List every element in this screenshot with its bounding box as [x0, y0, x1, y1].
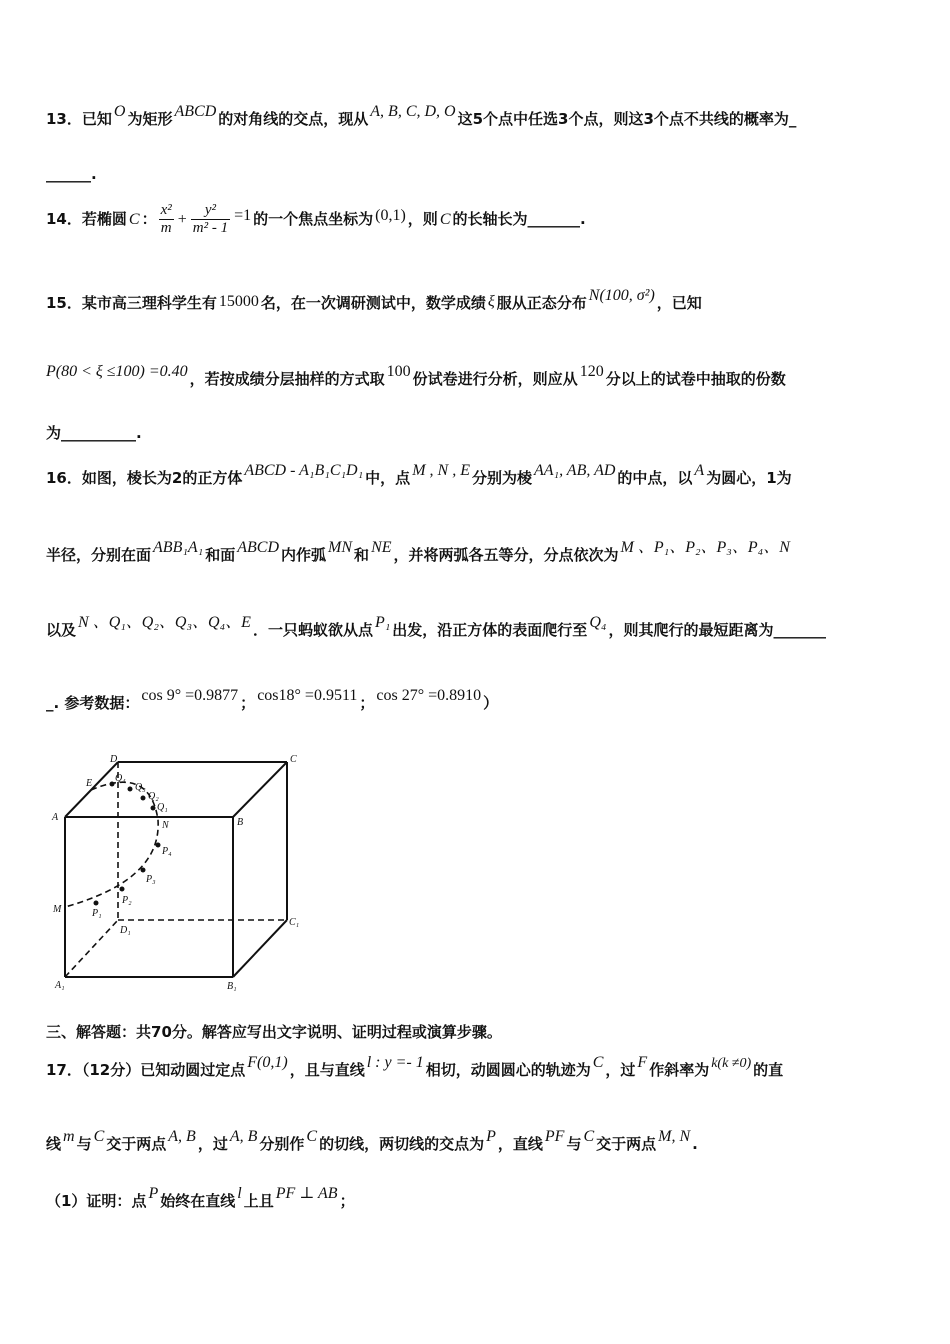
text: （1）证明：点 — [46, 1192, 147, 1210]
text: ； — [240, 694, 256, 712]
label-Q4: Q₄ — [115, 773, 126, 784]
label-Q3: Q₃ — [135, 782, 146, 793]
edge-BC — [233, 762, 287, 817]
text: 分以上的试卷中抽取的份数 — [605, 370, 786, 388]
math-face2: ABCD — [237, 539, 280, 556]
label-B: B — [237, 817, 244, 828]
label-P3: P₃ — [146, 874, 156, 885]
label-B1: B₁ — [227, 981, 237, 992]
text: 为圆心，1为 — [706, 469, 792, 487]
question-number: 13． — [46, 110, 82, 128]
text: 已知 — [81, 110, 112, 128]
math-ref3: cos 27° =0.8910 — [376, 687, 482, 704]
math-P: P — [148, 1185, 159, 1202]
math-P1: P₁ — [374, 614, 391, 631]
point-P4 — [156, 843, 161, 848]
label-N: N — [162, 820, 169, 831]
math-line-l: l : y =- 1 — [366, 1054, 424, 1071]
section3-title — [46, 1021, 910, 1042]
math-O: O — [113, 103, 126, 120]
text: ，直线 — [497, 1135, 543, 1153]
text: 服从正态分布 — [496, 294, 587, 312]
math-sequence-Q: N 、Q₁、Q₂、Q₃、Q₄、E — [78, 614, 251, 631]
equals-one: =1 — [234, 207, 252, 224]
math-C: C — [128, 211, 140, 228]
fraction-y2-m2 — [191, 202, 230, 237]
point-Q1 — [151, 806, 156, 811]
math-normal-dist: N(100, σ²) — [588, 287, 655, 304]
q17-line2 — [46, 1128, 910, 1154]
label-A1: A₁ — [55, 980, 65, 991]
label-M: M — [53, 904, 62, 915]
q16-line3 — [46, 614, 910, 640]
math-C: C — [592, 1054, 604, 1071]
q17-part1 — [46, 1185, 910, 1211]
text: 作斜率为 — [649, 1061, 710, 1079]
question-number: 14． — [46, 210, 82, 228]
label-P1: P₁ — [92, 908, 102, 919]
math-perp: PF ⊥ AB — [275, 1185, 338, 1202]
text: 线 — [46, 1135, 62, 1153]
math-P: P — [486, 1128, 496, 1145]
text: 上且 — [243, 1192, 274, 1210]
math-k: k(k ≠0) — [711, 1056, 752, 1071]
label-Q2: Q₂ — [148, 791, 159, 802]
q16-line2 — [46, 539, 910, 565]
text: ，若按成绩分层抽样的方式取 — [189, 370, 385, 388]
score: （12分） — [81, 1061, 141, 1079]
label-C1: C₁ — [289, 917, 300, 928]
denominator: m² - 1 — [192, 220, 229, 236]
math-sequence-P: M 、P₁、P₂、P₃、P₄、N — [620, 539, 790, 556]
point-Q3 — [128, 787, 133, 792]
text: 交于两点 — [596, 1135, 657, 1153]
text: 的对角线的交点，现从 — [218, 110, 369, 128]
numerator: x² — [160, 202, 172, 218]
text: 的直 — [753, 1061, 784, 1079]
math-C: C — [439, 211, 451, 228]
math-ABCD: ABCD — [174, 103, 217, 120]
text: ，则其爬行的最短距离为_______ — [608, 621, 826, 639]
text: 已知动圆过定点 — [140, 1061, 246, 1079]
label-C: C — [290, 754, 297, 765]
math-count: 15000 — [218, 293, 259, 310]
text: 与 — [566, 1135, 582, 1153]
text: ； — [359, 694, 375, 712]
plus-sign: + — [177, 211, 187, 228]
math-sample: 100 — [386, 363, 411, 380]
text: ，过 — [197, 1135, 228, 1153]
math-ref2: cos18° =0.9511 — [257, 687, 358, 704]
text: 中，点 — [365, 469, 411, 487]
numerator: y² — [191, 202, 230, 220]
math-points: A, B, C, D, O — [370, 103, 456, 120]
cube-figure — [50, 750, 310, 995]
text: 的长轴长为_______. — [452, 210, 586, 228]
math-C: C — [306, 1128, 318, 1145]
answer-blank: ______. — [46, 165, 97, 183]
text: 相切，动圆圆心的轨迹为 — [425, 1061, 591, 1079]
question-number: 16． — [46, 469, 82, 487]
fraction-x2-m — [159, 202, 174, 237]
text: 以及 — [46, 621, 77, 639]
label-E: E — [86, 778, 93, 789]
label-P2: P₂ — [122, 895, 132, 906]
q16-line4 — [46, 687, 910, 713]
text: 和 — [354, 546, 370, 564]
question-number: 15． — [46, 294, 82, 312]
q13-line2 — [46, 165, 910, 183]
q15-line3 — [46, 422, 910, 443]
math-Q4: Q₄ — [589, 614, 607, 631]
text: ，则 — [407, 210, 438, 228]
point-P2 — [120, 887, 125, 892]
text: 的切线，两切线的交点为 — [319, 1135, 485, 1153]
text: ） — [483, 694, 499, 712]
question-number: 17． — [46, 1061, 82, 1079]
math-F: F — [637, 1054, 648, 1071]
text: 的一个焦点坐标为 — [253, 210, 374, 228]
text: 分别作 — [259, 1135, 305, 1153]
text: 如图，棱长为2的正方体 — [81, 469, 243, 487]
text: 份试卷进行分析，则应从 — [412, 370, 578, 388]
math-edges: AA₁, AB, AD — [533, 462, 616, 479]
text: 分别为棱 — [471, 469, 532, 487]
label-A: A — [52, 812, 59, 823]
text: ； — [339, 1192, 355, 1210]
text: ．一只蚂蚁欲从点 — [252, 621, 373, 639]
math-arc-NE: NE — [371, 539, 392, 556]
q14-line — [46, 202, 910, 237]
text: 始终在直线 — [160, 1192, 236, 1210]
q16-line1 — [46, 462, 910, 488]
math-AB: A, B — [229, 1128, 258, 1145]
answer-blank: 为__________. — [46, 424, 142, 442]
point-P3 — [141, 868, 146, 873]
math-xi: ξ — [487, 293, 495, 310]
section-heading: 三、解答题：共70分。解答应写出文字说明、证明过程或演算步骤。 — [46, 1023, 502, 1041]
text: _. 参考数据： — [46, 694, 140, 712]
text: 和面 — [205, 546, 236, 564]
math-face1: ABB₁A₁ — [153, 539, 204, 556]
math-cube: ABCD - A₁B₁C₁D₁ — [244, 462, 364, 479]
edge-A1D1-hidden — [65, 920, 118, 977]
math-C: C — [583, 1128, 595, 1145]
text: 若椭圆 — [81, 210, 127, 228]
math-ref1: cos 9° =0.9877 — [141, 687, 239, 704]
math-score: 120 — [579, 363, 604, 380]
edge-B1C1 — [233, 920, 287, 977]
label-D1: D₁ — [120, 925, 131, 936]
text: 某市高三理科学生有 — [81, 294, 217, 312]
math-m: m — [63, 1128, 75, 1145]
math-arc-MN: MN — [328, 539, 353, 556]
math-F: F(0,1) — [247, 1054, 288, 1071]
point-Q2 — [141, 796, 146, 801]
text: ，且与直线 — [289, 1061, 365, 1079]
q13-line1 — [46, 103, 910, 129]
q15-line1 — [46, 287, 910, 313]
point-Q4 — [110, 782, 115, 787]
text: ： — [141, 210, 157, 228]
text: 的中点，以 — [617, 469, 693, 487]
math-AB: A, B — [168, 1128, 196, 1145]
math-C: C — [93, 1128, 105, 1145]
text: 交于两点 — [106, 1135, 167, 1153]
math-A: A — [694, 462, 705, 479]
text: ，并将两弧各五等分，分点依次为 — [393, 546, 619, 564]
math-l: l — [237, 1185, 242, 1202]
label-Q1: Q₁ — [157, 802, 168, 813]
text: 出发，沿正方体的表面爬行至 — [392, 621, 588, 639]
math-probability: P(80 < ξ ≤100) =0.40 — [46, 363, 188, 380]
text: 这5个点中任选3个点，则这3个点不共线的概率为_ — [457, 110, 797, 128]
math-focus: (0,1) — [375, 207, 406, 224]
math-PF: PF — [544, 1128, 565, 1145]
text: 半径，分别在面 — [46, 546, 152, 564]
q17-line1 — [46, 1054, 910, 1080]
label-P4: P₄ — [162, 846, 172, 857]
math-MN: M, N — [658, 1128, 691, 1145]
arc-MNE — [65, 782, 158, 907]
text: ，已知 — [656, 294, 702, 312]
text: . — [692, 1135, 698, 1153]
text: 内作弧 — [281, 546, 327, 564]
denominator: m — [160, 220, 172, 236]
label-D: D — [110, 754, 118, 765]
math-MNE: M , N , E — [412, 462, 470, 479]
text: 名，在一次调研测试中，数学成绩 — [260, 294, 486, 312]
text: 与 — [76, 1135, 92, 1153]
text: 为矩形 — [127, 110, 173, 128]
point-P1 — [94, 901, 99, 906]
q15-line2 — [46, 363, 910, 389]
text: ，过 — [605, 1061, 636, 1079]
